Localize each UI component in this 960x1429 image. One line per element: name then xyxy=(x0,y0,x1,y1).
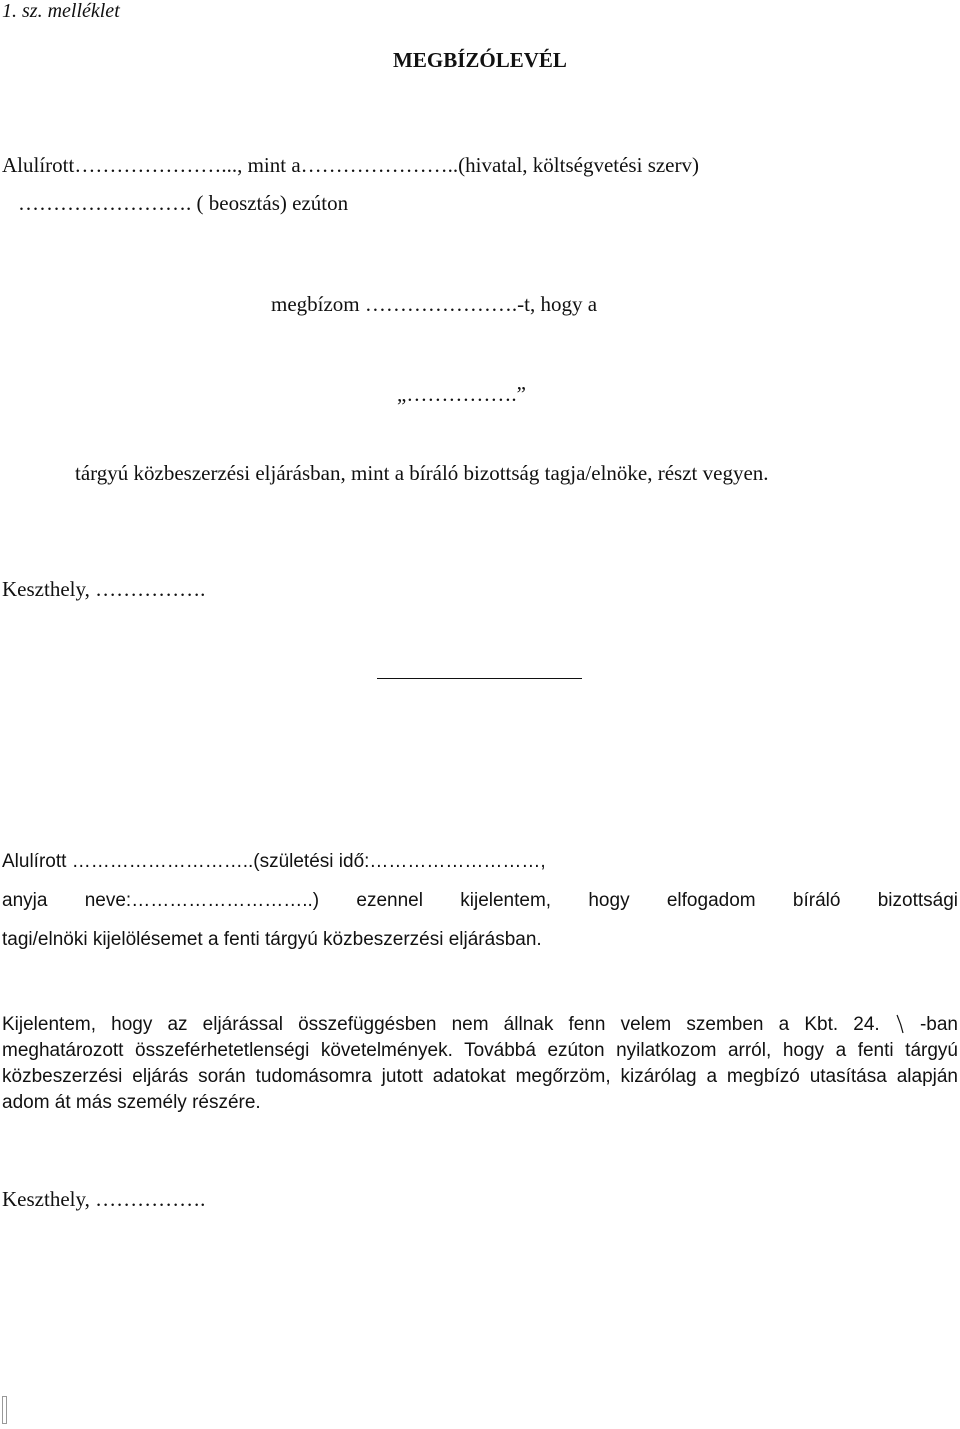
statement-row-2: meghatározott összeférhetetlenségi követelmények. Továbbá ezúton nyilatkozom arról, hogy a fenti tárgyú xyxy=(2,1040,958,1061)
mandate-line-3: megbízom ………………….-t, hogy a xyxy=(271,292,598,316)
statement-row-4: adom át más személy részére. xyxy=(2,1092,261,1113)
statement-row-1-suffix: -ban xyxy=(919,1014,958,1035)
mandate-line-5: tárgyú közbeszerzési eljárásban, mint a bíráló bizottság tagja/elnöke, részt vegyen. xyxy=(75,461,769,485)
document-title: MEGBÍZÓLEVÉL xyxy=(393,48,567,72)
statement-row-3: közbeszerzési eljárás során tudomásomra jutott adatokat megőrzöm, kizárólag a megbízó utasítása alapján xyxy=(2,1066,958,1087)
mandate-line-4: „…………….” xyxy=(397,382,526,406)
place-date-1: Keszthely, ……………. xyxy=(2,577,206,601)
place-date-2: Keszthely, ……………. xyxy=(2,1187,206,1211)
declaration-line-2: anyja neve:………………………..) ezennel kijelentem, hogy elfogadom bíráló bizottsági xyxy=(2,890,958,911)
appendix-label: 1. sz. melléklet xyxy=(2,0,120,22)
page-marker xyxy=(2,1396,7,1424)
statement-paragraph xyxy=(2,1012,958,1116)
statement-row-1 xyxy=(2,1012,958,1038)
section-sign-glyph-icon xyxy=(895,1014,905,1034)
declaration-line-3: tagi/elnöki kijelölésemet a fenti tárgyú közbeszerzési eljárásban. xyxy=(2,929,542,950)
mandate-line-2: ……………………. ( beosztás) ezúton xyxy=(18,191,349,215)
section-sign-icon xyxy=(895,1014,905,1034)
statement-row-1-text: Kijelentem, hogy az eljárással összefüggésben nem állnak fenn velem szemben a Kbt. 24. xyxy=(2,1014,880,1035)
declaration-line-1: Alulírott ………………………..(születési idő:………………………, xyxy=(2,851,546,872)
mandate-line-1: Alulírott…………………..., mint a…………………..(hivatal, költségvetési szerv) xyxy=(2,153,699,177)
signature-line xyxy=(377,678,582,679)
